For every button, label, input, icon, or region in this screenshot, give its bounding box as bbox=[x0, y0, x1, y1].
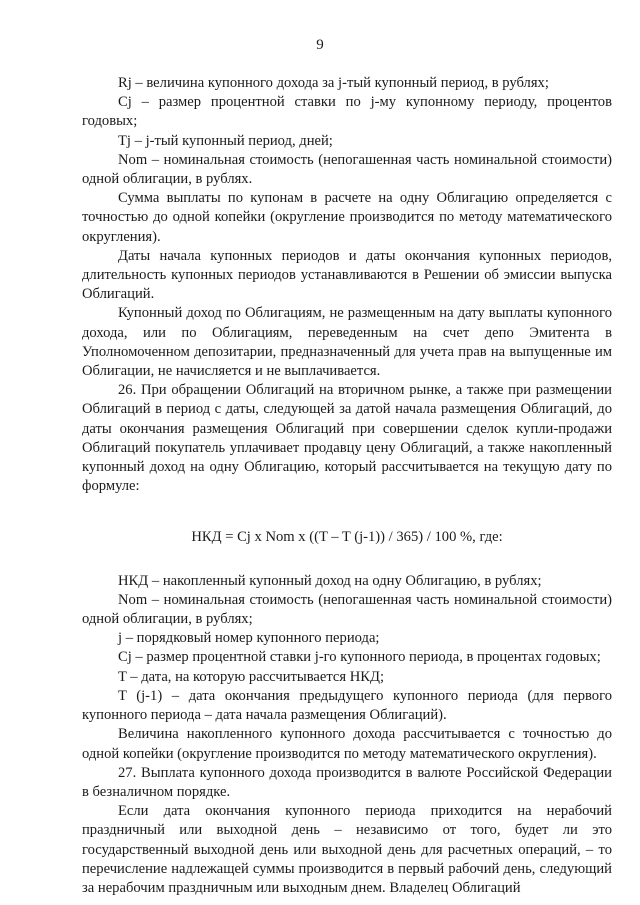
paragraph-cj-definition-2: Cj – размер процентной ставки j-го купонного периода, в процентах годовых; bbox=[118, 649, 601, 666]
paragraph-nom-definition: Nom – номинальная стоимость (непогашенная часть номинальной стоимости) одной облигации, в рублях. bbox=[82, 151, 612, 188]
paragraph-cj-definition: Cj – размер процентной ставки по j-му купонному периоду, процентов годовых; bbox=[82, 94, 612, 130]
paragraph-nkd-rounding: Величина накопленного купонного дохода рассчитывается с точностью до одной копейки (округление производится по методу математического округления). bbox=[82, 726, 612, 762]
paragraph-t-definition: T – дата, на которую рассчитывается НКД; bbox=[118, 668, 385, 685]
paragraph-nom-definition-2: Nom – номинальная стоимость (непогашенная часть номинальной стоимости) одной облигации, в рублях; bbox=[82, 591, 612, 628]
paragraph-holiday-payment: Если дата окончания купонного периода приходится на нерабочий праздничный или выходной день – независимо от того, будет ли это государственный выходной день или выходной день для расчетных операций, – то перечисление надлежащей суммы производится в первый рабочий день, следующий за нерабочим праздничным или выходным днем. Владелец Облигаций bbox=[82, 803, 612, 896]
paragraph-tj-definition: Tj – j-тый купонный период, дней; bbox=[118, 132, 333, 149]
paragraph-clause-26: 26. При обращении Облигаций на вторичном рынке, а также при размещении Облигаций в период с даты, следующей за датой начала размещения Облигаций, до даты окончания размещения Облигаций при совершении сделок купли-продажи Облигаций покупатель уплачивает продавцу цену Облигаций, а также накопленный купонный доход на одну Облигацию, который рассчитывается на текущую дату по формуле: bbox=[82, 382, 612, 495]
paragraph-rj-definition: Rj – величина купонного дохода за j-тый купонный период, в рублях; bbox=[118, 75, 549, 91]
page-number: 9 bbox=[316, 37, 324, 53]
paragraph-clause-27: 27. Выплата купонного дохода производится в валюте Российской Федерации в безналичном порядке. bbox=[82, 764, 612, 800]
paragraph-coupon-dates: Даты начала купонных периодов и даты окончания купонных периодов, длительность купонных периодов устанавливаются в Решении об эмиссии выпуска Облигаций. bbox=[82, 247, 612, 303]
paragraph-coupon-rounding: Сумма выплаты по купонам в расчете на одну Облигацию определяется с точностью до одной копейки (округление производится по методу математического округления). bbox=[82, 190, 612, 245]
paragraph-j-definition: j – порядковый номер купонного периода; bbox=[118, 630, 380, 647]
paragraph-tj1-definition: T (j-1) – дата окончания предыдущего купонного периода (для первого купонного периода – дата начала размещения Облигаций). bbox=[82, 687, 612, 724]
paragraph-nkd-definition: НКД – накопленный купонный доход на одну Облигацию, в рублях; bbox=[118, 572, 542, 589]
document-body bbox=[82, 74, 612, 898]
formula-accrued-coupon: НКД = Cj x Nom x ((T – T (j-1)) / 365) / 100 %, где: bbox=[191, 529, 503, 546]
paragraph-unplaced-bonds: Купонный доход по Облигациям, не размещенным на дату выплаты купонного дохода, или по Облигациям, переведенным на счет депо Эмитента в Уполномоченном депозитарии, предназначенный для учета прав на выпущенные им Облигации, не начисляется и не выплачивается. bbox=[82, 305, 612, 380]
